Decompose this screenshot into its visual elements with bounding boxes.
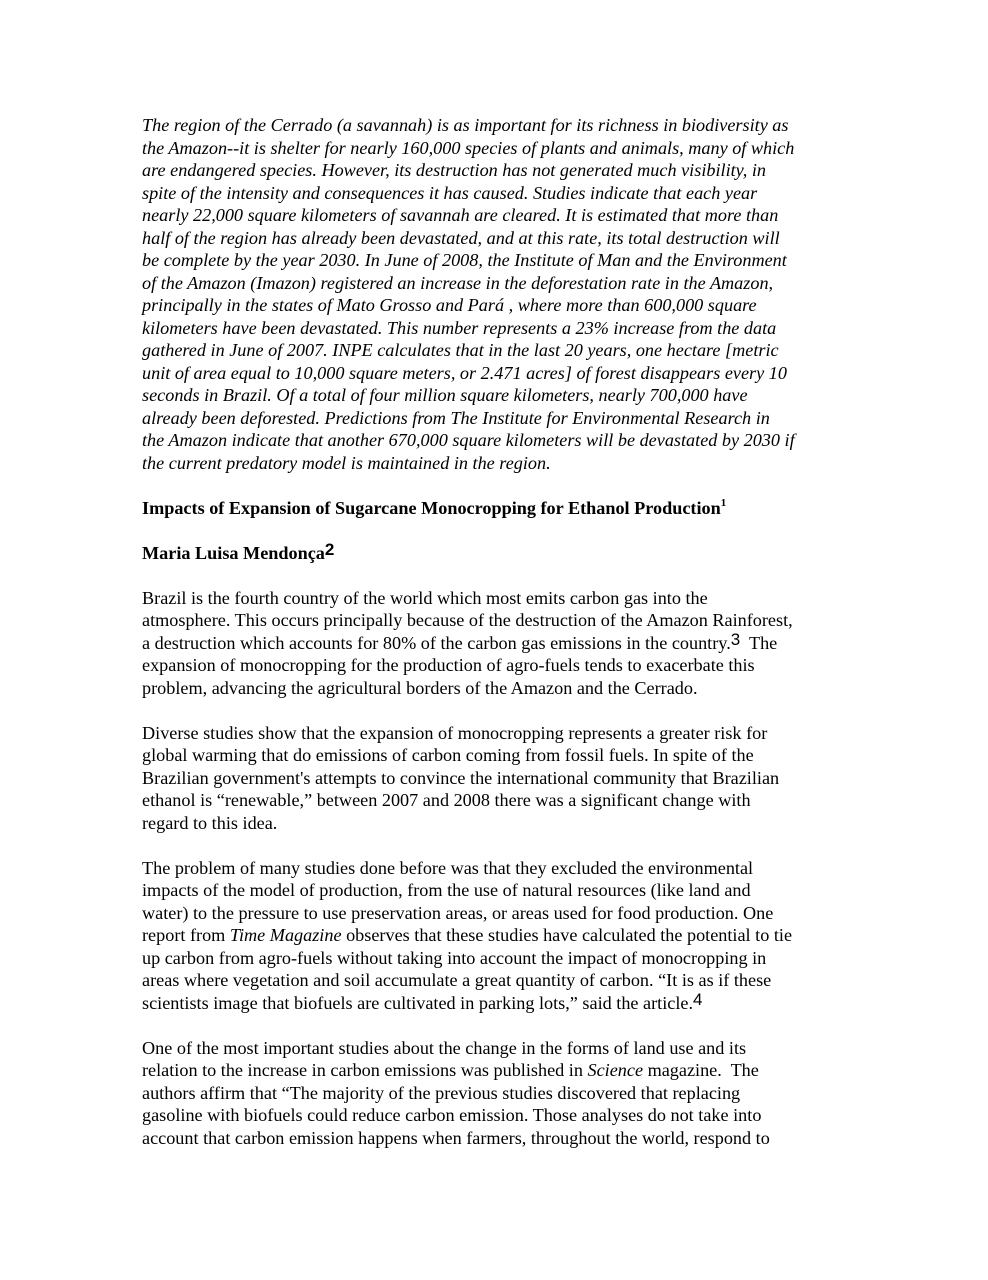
body-paragraph-4: [142, 1037, 854, 1150]
text-line: relation to the increase in carbon emissions was published in Science magazine. The: [142, 1060, 759, 1080]
body-paragraph-1: [142, 587, 854, 700]
text-line: already been deforested. Predictions from The Institute for Environmental Research in: [142, 407, 770, 428]
text-line: Brazil is the fourth country of the world which most emits carbon gas into the: [142, 587, 708, 608]
article-author: [142, 539, 854, 565]
text-line: the current predatory model is maintained in the region.: [142, 452, 551, 473]
text-line: kilometers have been devastated. This number represents a 23% increase from the data: [142, 317, 777, 338]
body-paragraph-2: [142, 722, 854, 835]
footnote-ref[interactable]: 3: [730, 629, 741, 649]
text-line: scientists image that biofuels are cultivated in parking lots,” said the article.4: [142, 989, 703, 1013]
text-line: account that carbon emission happens when farmers, throughout the world, respond to: [142, 1127, 770, 1148]
text-line: global warming that do emissions of carbon coming from fossil fuels. In spite of the: [142, 745, 754, 765]
text-line: principally in the states of Mato Grosso and Pará , where more than 600,000 square: [142, 295, 757, 315]
text-line: of the Amazon (Imazon) registered an increase in the deforestation rate in the Amazon,: [142, 272, 774, 293]
text-line: the Amazon--it is shelter for nearly 160,000 species of plants and animals, many of which: [142, 137, 795, 158]
text-line: the Amazon indicate that another 670,000 square kilometers will be devastated by 2030 if: [142, 430, 795, 450]
text-line: gathered in June of 2007. INPE calculates that in the last 20 years, one hectare [metric: [142, 340, 779, 360]
body-paragraph-3: [142, 857, 854, 1015]
text-line: nearly 22,000 square kilometers of savannah are cleared. It is estimated that more than: [142, 205, 779, 225]
footnote-ref[interactable]: 4: [693, 989, 703, 1009]
document-page: [142, 114, 854, 1172]
text-line: areas where vegetation and soil accumulate a great quantity of carbon. “It is as if these: [142, 970, 772, 990]
text-line: impacts of the model of production, from the use of natural resources (like land and: [142, 880, 751, 900]
article-title: [142, 497, 854, 520]
text-line: unit of area equal to 10,000 square meters, or 2.471 acres] of forest disappears every 10: [142, 362, 787, 383]
text-line: be complete by the year 2030. In June of 2008, the Institute of Man and the Environment: [142, 250, 787, 270]
text-line: Brazilian government's attempts to convince the international community that Brazilian: [142, 767, 780, 788]
text-line: spite of the intensity and consequences it has caused. Studies indicate that each year: [142, 182, 758, 203]
text-line: are endangered species. However, its destruction has not generated much visibility, in: [142, 160, 766, 180]
text-line: a destruction which accounts for 80% of the carbon gas emissions in the country.3 The: [142, 629, 778, 653]
text-line: The problem of many studies done before was that they excluded the environmental: [142, 857, 754, 878]
text-line: problem, advancing the agricultural borders of the Amazon and the Cerrado.: [142, 677, 698, 698]
text-line: expansion of monocropping for the production of agro-fuels tends to exacerbate this: [142, 655, 755, 675]
text-line: seconds in Brazil. Of a total of four million square kilometers, nearly 700,000 have: [142, 385, 748, 405]
footnote-ref[interactable]: 2: [324, 539, 335, 559]
text-line: The region of the Cerrado (a savannah) is as important for its richness in biodiversity as: [142, 115, 789, 135]
footnote-ref[interactable]: 1: [720, 496, 727, 509]
text-line: up carbon from agro-fuels without taking into account the impact of monocropping in: [142, 947, 767, 968]
publication-name: Time Magazine: [229, 925, 342, 945]
author-name: Maria Luisa Mendonça: [142, 542, 325, 563]
intro-paragraph: [142, 114, 854, 474]
text-line: half of the region has already been devastated, and at this rate, its total destruction will: [142, 227, 780, 248]
text-line: gasoline with biofuels could reduce carbon emission. Those analyses do not take into: [142, 1105, 762, 1125]
text-line: report from Time Magazine observes that these studies have calculated the potential to tie: [142, 925, 793, 945]
text-line: Diverse studies show that the expansion of monocropping represents a greater risk for: [142, 722, 768, 743]
text-line: regard to this idea.: [142, 812, 278, 833]
text-line: atmosphere. This occurs principally because of the destruction of the Amazon Rainforest,: [142, 610, 793, 630]
text-line: authors affirm that “The majority of the previous studies discovered that replacing: [142, 1082, 741, 1103]
publication-name: Science: [587, 1060, 644, 1080]
text-line: water) to the pressure to use preservation areas, or areas used for food production. One: [142, 902, 774, 923]
text-line: One of the most important studies about the change in the forms of land use and its: [142, 1037, 747, 1058]
article-title-text: Impacts of Expansion of Sugarcane Monocropping for Ethanol Production: [142, 497, 721, 518]
text-line: ethanol is “renewable,” between 2007 and 2008 there was a significant change with: [142, 790, 751, 810]
